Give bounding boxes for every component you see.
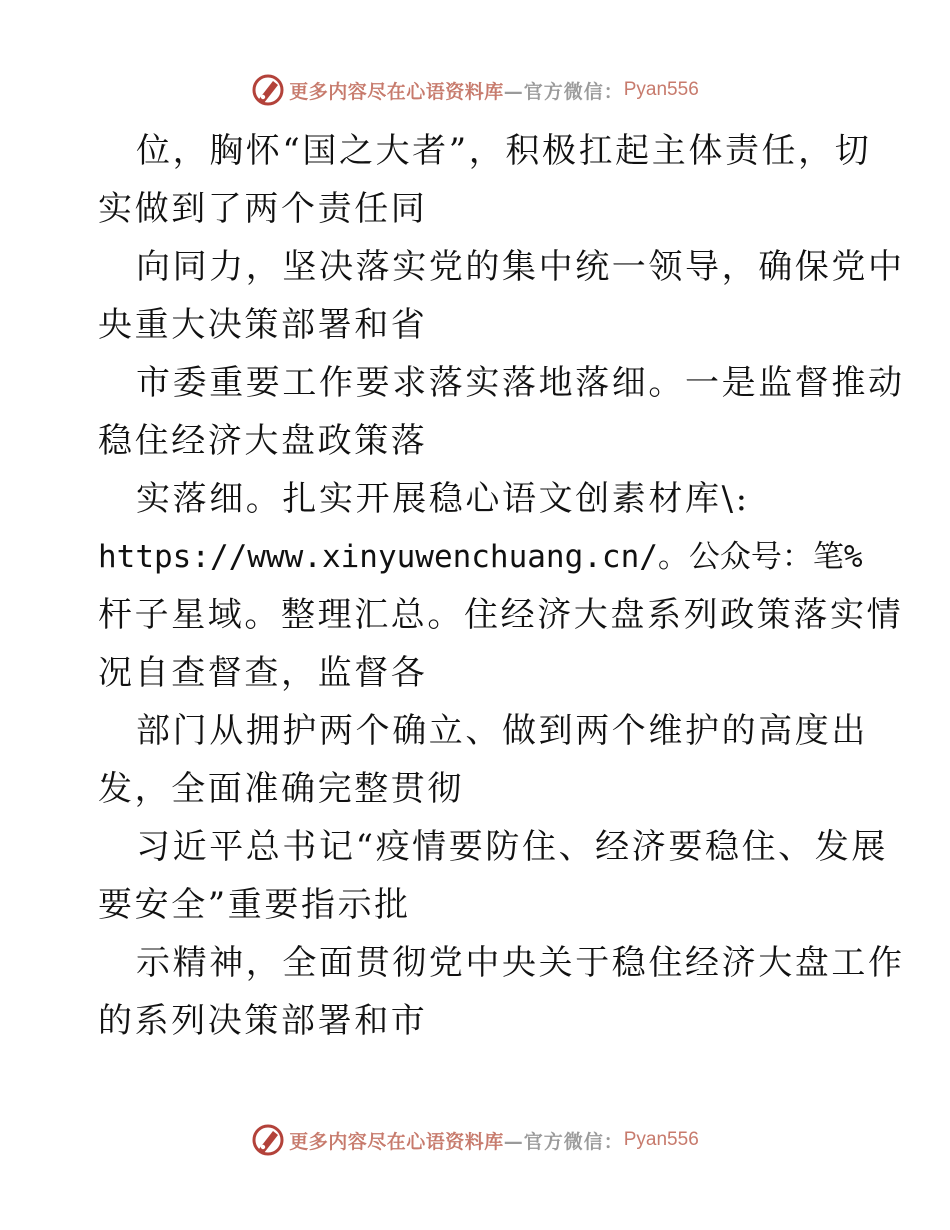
body-line: 要安全”重要指示批 (98, 885, 411, 925)
header-banner (0, 72, 950, 108)
footer-official-text: —官方微信： (503, 1130, 624, 1153)
body-line: 习近平总书记“疫情要防住、经济要稳住、发展 (136, 827, 888, 867)
document-body (98, 122, 905, 1050)
header-official-text: —官方微信： (503, 80, 624, 103)
body-line: 况自查督查，监督各 (98, 653, 428, 693)
body-line: 发，全面准确完整贯彻 (98, 769, 464, 809)
header-brand-text: 更多内容尽在心语资料库 (289, 80, 504, 103)
pen-logo-icon (251, 1123, 285, 1157)
body-line: 稳住经济大盘政策落 (98, 421, 428, 461)
body-line: 市委重要工作要求落实落地落细。一是监督推动 (136, 363, 905, 403)
body-line: 的系列决策部署和市 (98, 1001, 428, 1041)
body-line: 杆子星域。整理汇总。住经济大盘系列政策落实情 (98, 595, 904, 635)
body-line: 位，胸怀“国之大者”，积极扛起主体责任，切 (136, 131, 872, 171)
footer-brand-text: 更多内容尽在心语资料库 (289, 1130, 504, 1153)
body-line: 示精神，全面贯彻党中央关于稳住经济大盘工作 (136, 943, 905, 983)
body-line: 部门从拥护两个确立、做到两个维护的高度出 (136, 711, 868, 751)
body-line-url: https://www.xinyuwenchuang.cn/。公众号：笔% (98, 539, 863, 575)
body-line: 实落细。扎实开展稳心语文创素材库\: (136, 479, 750, 519)
pen-logo-icon (251, 73, 285, 107)
header-wechat-id: Pyan556 (623, 79, 699, 100)
body-line: 实做到了两个责任同 (98, 189, 428, 229)
footer-wechat-id: Pyan556 (623, 1129, 699, 1150)
footer-banner (0, 1122, 950, 1158)
body-line: 向同力，坚决落实党的集中统一领导，确保党中 (136, 247, 905, 287)
body-line: 央重大决策部署和省 (98, 305, 428, 345)
